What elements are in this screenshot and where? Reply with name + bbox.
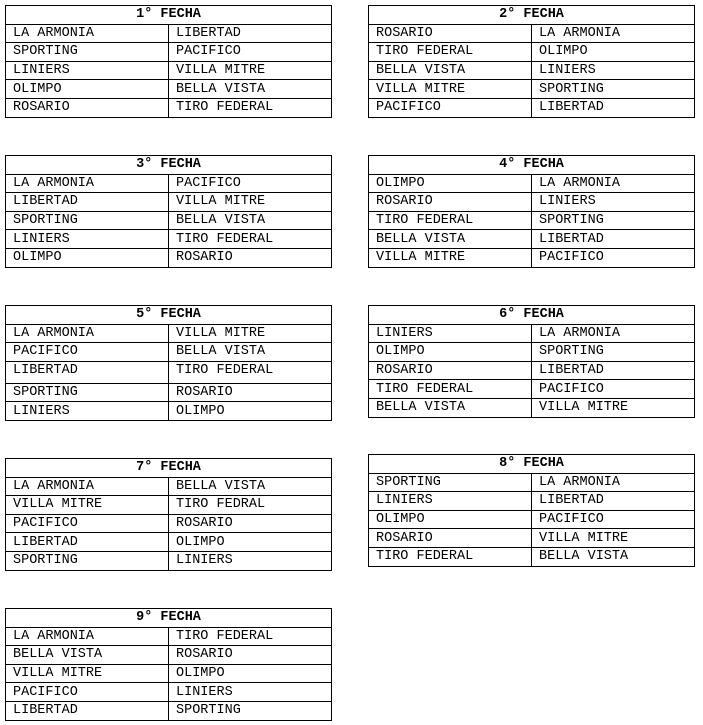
away-team: LIBERTAD [532,230,695,249]
fixture-table-9 [5,608,332,721]
home-team: ROSARIO [369,529,532,548]
match-row [6,551,332,570]
away-team: TIRO FEDERAL [169,361,332,383]
away-team: LA ARMONIA [532,473,695,492]
match-row [369,492,695,511]
home-team: ROSARIO [369,24,532,43]
home-team: SPORTING [6,551,169,570]
fixture-table-2 [368,5,695,118]
home-team: SPORTING [6,43,169,62]
home-team: LINIERS [6,402,169,421]
away-team: LA ARMONIA [532,174,695,193]
fixture-table-3 [5,155,332,268]
away-team: LA ARMONIA [532,324,695,343]
away-team: ROSARIO [169,646,332,665]
match-row [6,664,332,683]
home-team: SPORTING [6,211,169,230]
match-row [369,473,695,492]
match-row [6,514,332,533]
home-team: TIRO FEDERAL [369,547,532,566]
home-team: OLIMPO [369,343,532,362]
away-team: ROSARIO [169,248,332,267]
away-team: PACIFICO [169,43,332,62]
away-team: LA ARMONIA [532,24,695,43]
match-row [6,230,332,249]
away-team: LINIERS [169,551,332,570]
away-team: LINIERS [532,193,695,212]
match-row [6,61,332,80]
home-team: ROSARIO [369,361,532,380]
match-row [6,361,332,383]
fixture-title: 8° FECHA [369,455,695,474]
home-team: OLIMPO [6,248,169,267]
away-team: PACIFICO [532,510,695,529]
match-row [369,61,695,80]
home-team: LINIERS [6,230,169,249]
fixture-title: 1° FECHA [6,6,332,25]
match-row [369,230,695,249]
home-team: LA ARMONIA [6,324,169,343]
home-team: LINIERS [6,61,169,80]
away-team: TIRO FEDERAL [169,627,332,646]
fixture-title: 4° FECHA [369,156,695,175]
home-team: VILLA MITRE [369,248,532,267]
home-team: LIBERTAD [6,361,169,383]
match-row [6,211,332,230]
away-team: OLIMPO [169,402,332,421]
away-team: LIBERTAD [532,492,695,511]
away-team: ROSARIO [169,383,332,402]
away-team: ROSARIO [169,514,332,533]
home-team: VILLA MITRE [369,80,532,99]
away-team: BELLA VISTA [532,547,695,566]
match-row [369,380,695,399]
home-team: TIRO FEDERAL [369,211,532,230]
home-team: LIBERTAD [6,701,169,720]
away-team: PACIFICO [532,248,695,267]
match-row [369,398,695,417]
away-team: TIRO FEDERAL [169,98,332,117]
match-row [6,701,332,720]
away-team: SPORTING [169,701,332,720]
home-team: OLIMPO [6,80,169,99]
home-team: ROSARIO [369,193,532,212]
home-team: LINIERS [369,492,532,511]
match-row [6,646,332,665]
match-row [6,98,332,117]
away-team: VILLA MITRE [169,193,332,212]
fixture-table-8 [368,454,695,567]
match-row [369,343,695,362]
fixture-title: 7° FECHA [6,459,332,478]
home-team: LA ARMONIA [6,174,169,193]
home-team: TIRO FEDERAL [369,380,532,399]
home-team: OLIMPO [369,510,532,529]
match-row [6,343,332,362]
match-row [6,477,332,496]
fixture-table-5 [5,305,332,421]
match-row [6,533,332,552]
fixture-title: 3° FECHA [6,156,332,175]
home-team: LIBERTAD [6,533,169,552]
fixture-title: 2° FECHA [369,6,695,25]
home-team: BELLA VISTA [6,646,169,665]
match-row [369,248,695,267]
match-row [6,383,332,402]
away-team: LINIERS [169,683,332,702]
fixture-table-7 [5,458,332,571]
match-row [369,211,695,230]
match-row [369,547,695,566]
match-row [369,43,695,62]
home-team: TIRO FEDERAL [369,43,532,62]
match-row [369,174,695,193]
home-team: BELLA VISTA [369,230,532,249]
away-team: SPORTING [532,80,695,99]
match-row [6,43,332,62]
match-row [369,193,695,212]
match-row [369,324,695,343]
match-row [6,24,332,43]
match-row [6,683,332,702]
home-team: VILLA MITRE [6,496,169,515]
home-team: PACIFICO [6,683,169,702]
match-row [6,174,332,193]
away-team: OLIMPO [169,533,332,552]
match-row [6,248,332,267]
away-team: SPORTING [532,343,695,362]
match-row [369,80,695,99]
away-team: LINIERS [532,61,695,80]
home-team: PACIFICO [6,514,169,533]
fixture-title: 5° FECHA [6,306,332,325]
away-team: LIBERTAD [169,24,332,43]
home-team: LINIERS [369,324,532,343]
away-team: LIBERTAD [532,361,695,380]
match-row [369,529,695,548]
home-team: SPORTING [6,383,169,402]
home-team: LA ARMONIA [6,24,169,43]
away-team: VILLA MITRE [169,61,332,80]
away-team: PACIFICO [169,174,332,193]
fixture-title: 9° FECHA [6,609,332,628]
home-team: LA ARMONIA [6,477,169,496]
match-row [369,24,695,43]
away-team: BELLA VISTA [169,343,332,362]
home-team: PACIFICO [369,98,532,117]
away-team: BELLA VISTA [169,477,332,496]
home-team: BELLA VISTA [369,61,532,80]
home-team: LA ARMONIA [6,627,169,646]
match-row [6,402,332,421]
home-team: VILLA MITRE [6,664,169,683]
fixture-title: 6° FECHA [369,306,695,325]
away-team: TIRO FEDERAL [169,230,332,249]
fixture-table-1 [5,5,332,118]
match-row [369,98,695,117]
home-team: PACIFICO [6,343,169,362]
home-team: LIBERTAD [6,193,169,212]
home-team: OLIMPO [369,174,532,193]
match-row [6,324,332,343]
away-team: OLIMPO [532,43,695,62]
match-row [6,80,332,99]
away-team: VILLA MITRE [169,324,332,343]
home-team: BELLA VISTA [369,398,532,417]
away-team: VILLA MITRE [532,398,695,417]
away-team: VILLA MITRE [532,529,695,548]
away-team: BELLA VISTA [169,80,332,99]
away-team: OLIMPO [169,664,332,683]
match-row [6,193,332,212]
fixture-table-6 [368,305,695,418]
home-team: SPORTING [369,473,532,492]
match-row [6,627,332,646]
away-team: BELLA VISTA [169,211,332,230]
match-row [6,496,332,515]
away-team: SPORTING [532,211,695,230]
match-row [369,361,695,380]
away-team: PACIFICO [532,380,695,399]
home-team: ROSARIO [6,98,169,117]
match-row [369,510,695,529]
fixture-table-4 [368,155,695,268]
away-team: LIBERTAD [532,98,695,117]
away-team: TIRO FEDRAL [169,496,332,515]
